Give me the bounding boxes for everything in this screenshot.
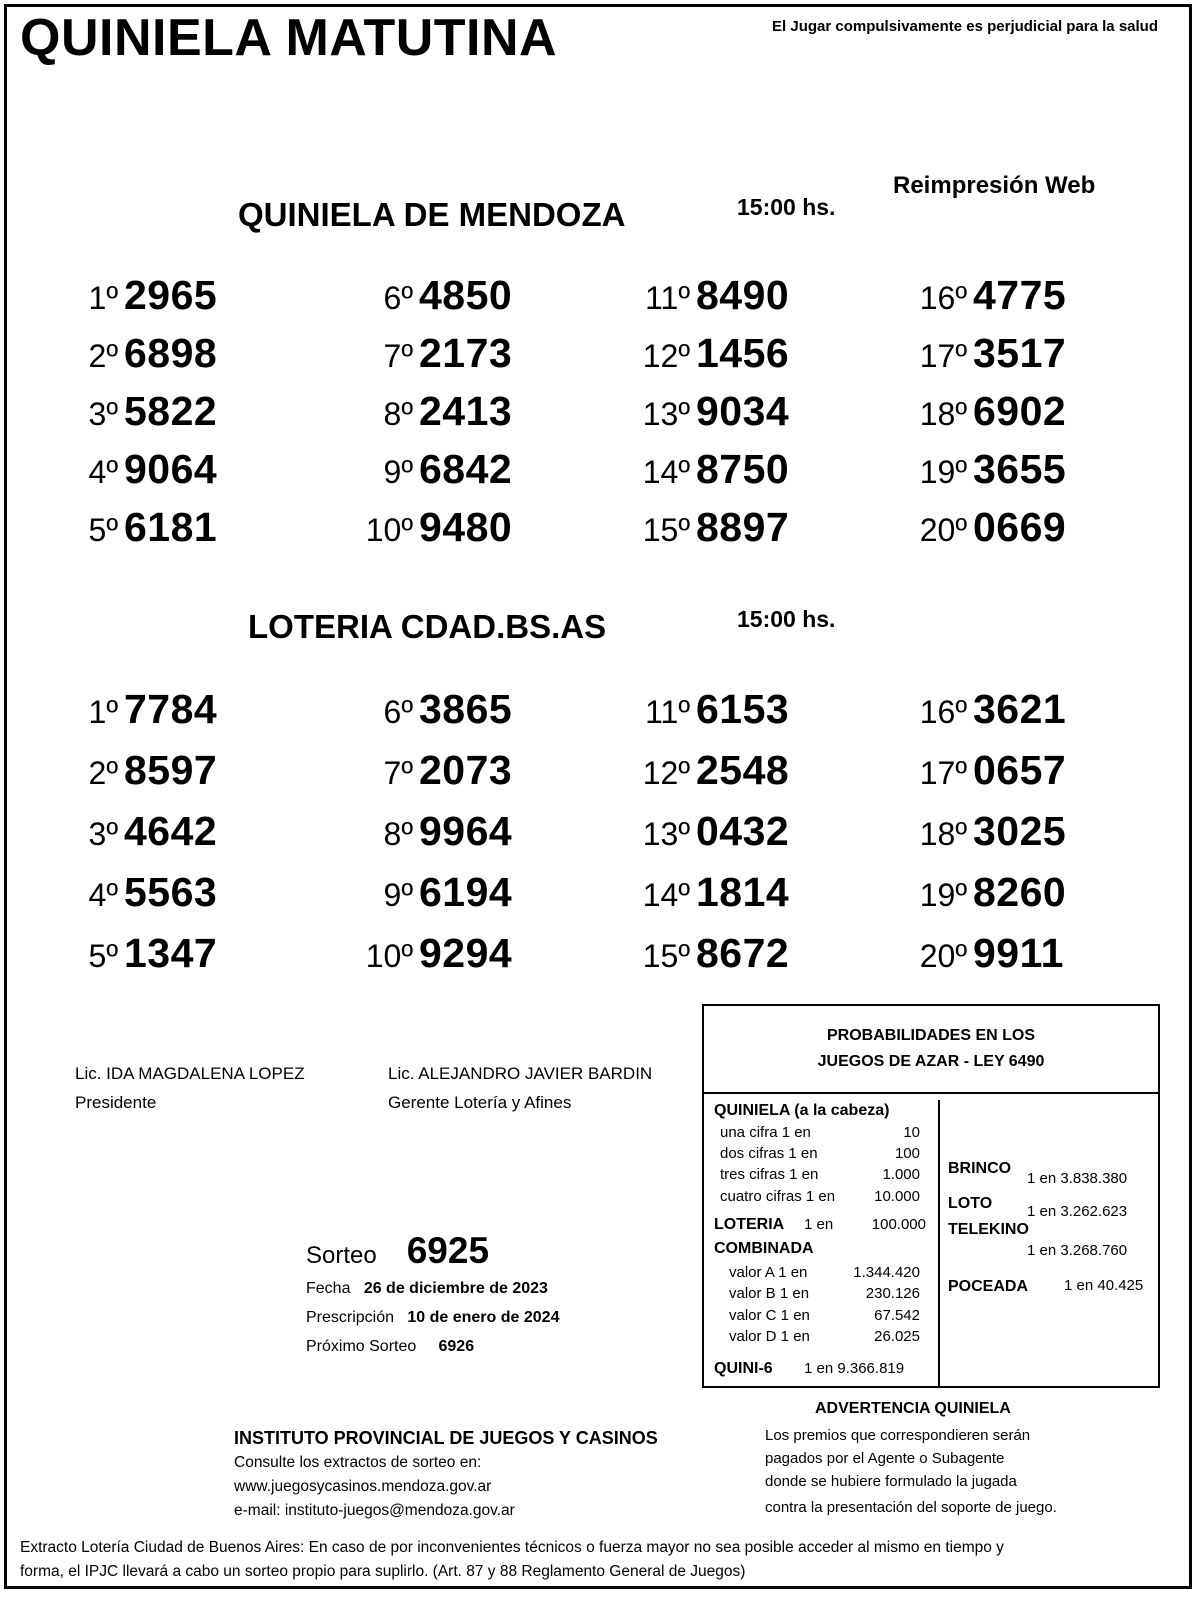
result-number: 8597 (124, 747, 218, 793)
odds-value: 1.000 (882, 1166, 920, 1183)
result-number: 8260 (973, 869, 1067, 915)
draw-label: Sorteo (306, 1242, 377, 1269)
result-position: 8º (383, 816, 413, 852)
result-position: 4º (88, 454, 118, 490)
result-number: 4850 (419, 272, 513, 318)
probabilities-title-line2: JUEGOS DE AZAR - LEY 6490 (817, 1053, 1045, 1070)
odds-value: 26.025 (874, 1328, 920, 1345)
result-entry (70, 930, 347, 991)
result-entry (70, 330, 347, 388)
signature-name: Lic. ALEJANDRO JAVIER BARDIN (388, 1064, 653, 1083)
result-number: 5822 (124, 388, 218, 434)
section-title-loteria: LOTERIA CDAD.BS.AS (248, 608, 607, 645)
result-entry (901, 504, 1178, 562)
combinada-odds-title: COMBINADA (714, 1240, 814, 1257)
result-entry (624, 747, 901, 808)
result-entry (624, 808, 901, 869)
result-position: 8º (383, 396, 413, 432)
section-time-mendoza: 15:00 hs. (737, 194, 836, 220)
result-position: 15º (642, 512, 690, 548)
result-number: 9064 (124, 446, 218, 492)
result-entry (347, 446, 624, 504)
result-entry (901, 808, 1178, 869)
result-position: 16º (919, 280, 967, 316)
result-number: 1456 (696, 330, 790, 376)
loteria-odds-text: 1 en (804, 1216, 834, 1233)
result-entry (901, 686, 1178, 747)
result-position: 17º (919, 755, 967, 791)
result-position: 19º (919, 877, 967, 913)
probabilities-title-line1: PROBABILIDADES EN LOS (826, 1027, 1035, 1044)
brinco-odds-value: 1 en 3.838.380 (1027, 1170, 1128, 1187)
draw-info (306, 1230, 559, 1361)
result-entry (70, 869, 347, 930)
result-entry (347, 930, 624, 991)
result-number: 6898 (124, 330, 218, 376)
result-number: 1814 (696, 869, 790, 915)
result-number: 2548 (696, 747, 790, 793)
result-position: 19º (919, 454, 967, 490)
result-position: 6º (383, 694, 413, 730)
result-position: 14º (642, 454, 690, 490)
next-draw-row (306, 1332, 559, 1361)
result-position: 18º (919, 396, 967, 432)
quiniela-odds-title: QUINIELA (a la cabeza) (714, 1102, 890, 1119)
loto-odds-value: 1 en 3.262.623 (1027, 1203, 1128, 1220)
institute-website: www.juegosycasinos.mendoza.gov.ar (234, 1478, 492, 1495)
results-column (347, 272, 624, 562)
result-number: 6902 (973, 388, 1067, 434)
advertencia-line: pagados por el Agente o Subagente (765, 1450, 1005, 1467)
probabilities-header (704, 1006, 1158, 1094)
probabilities-body (704, 1094, 1158, 1386)
document-title: QUINIELA MATUTINA (20, 9, 558, 67)
result-number: 8897 (696, 504, 790, 550)
result-position: 6º (383, 280, 413, 316)
odds-value: 67.542 (874, 1307, 920, 1324)
result-number: 8750 (696, 446, 790, 492)
footer-note (20, 1536, 1004, 1584)
probabilities-divider (938, 1100, 940, 1386)
result-entry (70, 686, 347, 747)
result-number: 3517 (973, 330, 1067, 376)
odds-value: 10.000 (874, 1188, 920, 1205)
result-number: 6842 (419, 446, 513, 492)
result-number: 9911 (973, 930, 1064, 976)
odds-value: 10 (903, 1124, 920, 1141)
section-title-mendoza: QUINIELA DE MENDOZA (238, 196, 626, 233)
result-number: 2965 (124, 272, 218, 318)
result-number: 3025 (973, 808, 1067, 854)
odds-label: tres cifras 1 en (720, 1166, 819, 1183)
result-entry (70, 446, 347, 504)
quini6-odds-label: QUINI-6 (714, 1360, 773, 1377)
probabilities-box (702, 1004, 1160, 1388)
result-entry (70, 808, 347, 869)
results-column (624, 686, 901, 991)
result-position: 9º (383, 877, 413, 913)
institute-email: e-mail: instituto-juegos@mendoza.gov.ar (234, 1502, 515, 1519)
odds-label: dos cifras 1 en (720, 1145, 818, 1162)
signature-role: Gerente Lotería y Afines (388, 1093, 572, 1112)
result-number: 5563 (124, 869, 218, 915)
result-position: 3º (88, 816, 118, 852)
result-entry (347, 388, 624, 446)
results-column (70, 272, 347, 562)
institute-line: Consulte los extractos de sorteo en: (234, 1454, 482, 1471)
result-number: 4642 (124, 808, 218, 854)
result-entry (901, 930, 1178, 991)
result-position: 13º (642, 816, 690, 852)
result-position: 18º (919, 816, 967, 852)
result-number: 9294 (419, 930, 513, 976)
result-entry (901, 330, 1178, 388)
result-number: 6194 (419, 869, 513, 915)
results-grid-loteria (70, 686, 1178, 991)
result-number: 2413 (419, 388, 513, 434)
advertencia-line: donde se hubiere formulado la jugada (765, 1473, 1017, 1490)
result-entry (347, 747, 624, 808)
result-entry (901, 869, 1178, 930)
institute-info (234, 1451, 515, 1523)
footer-line: Extracto Lotería Ciudad de Buenos Aires: En caso de por inconvenientes técnicos o fuerza mayor no sea posible acceder al mismo en tiempo y (20, 1539, 1004, 1556)
result-position: 1º (88, 280, 118, 316)
telekino-odds-value: 1 en 3.268.760 (1027, 1242, 1128, 1259)
quini6-odds-value: 1 en 9.366.819 (804, 1360, 905, 1377)
result-entry (347, 808, 624, 869)
poceada-odds-value: 1 en 40.425 (1064, 1277, 1144, 1294)
brinco-odds-label: BRINCO (948, 1160, 1012, 1177)
result-number: 0657 (973, 747, 1067, 793)
result-position: 4º (88, 877, 118, 913)
advertencia-title: ADVERTENCIA QUINIELA (815, 1400, 1011, 1417)
result-position: 13º (642, 396, 690, 432)
telekino-odds-label: TELEKINO (948, 1221, 1029, 1238)
draw-number-row (306, 1230, 559, 1274)
date-label: Fecha (306, 1280, 351, 1297)
result-position: 16º (919, 694, 967, 730)
signature-president (75, 1059, 305, 1117)
result-position: 1º (88, 694, 118, 730)
result-position: 11º (645, 694, 690, 730)
institute-title: INSTITUTO PROVINCIAL DE JUEGOS Y CASINOS (234, 1428, 658, 1448)
result-entry (901, 272, 1178, 330)
result-entry (624, 446, 901, 504)
loto-odds-label: LOTO (948, 1195, 993, 1212)
result-number: 9034 (696, 388, 790, 434)
result-entry (70, 504, 347, 562)
expiry-value: 10 de enero de 2024 (407, 1309, 560, 1326)
result-entry (347, 869, 624, 930)
section-time-loteria: 15:00 hs. (737, 606, 836, 632)
footer-line: forma, el IPJC llevará a cabo un sorteo propio para suplirlo. (Art. 87 y 88 Reglamento General de Juegos) (20, 1563, 746, 1580)
result-position: 7º (383, 338, 413, 374)
result-number: 8490 (696, 272, 790, 318)
result-entry (901, 446, 1178, 504)
result-position: 2º (88, 338, 118, 374)
result-number: 2073 (419, 747, 513, 793)
odds-value: 100 (894, 1145, 920, 1162)
result-position: 17º (919, 338, 967, 374)
odds-label: valor A 1 en (729, 1264, 808, 1281)
result-entry (624, 686, 901, 747)
result-number: 4775 (973, 272, 1067, 318)
date-value: 26 de diciembre de 2023 (363, 1280, 548, 1297)
advertencia-line: Los premios que correspondieren serán (765, 1427, 1031, 1444)
result-number: 8672 (696, 930, 790, 976)
result-position: 10º (365, 512, 413, 548)
result-entry (70, 388, 347, 446)
results-column (901, 272, 1178, 562)
result-entry (347, 504, 624, 562)
result-entry (347, 272, 624, 330)
result-entry (901, 388, 1178, 446)
result-entry (624, 330, 901, 388)
result-number: 7784 (124, 686, 218, 732)
odds-label: una cifra 1 en (720, 1124, 811, 1141)
result-entry (70, 747, 347, 808)
next-draw-value: 6926 (438, 1338, 475, 1355)
signature-manager (388, 1059, 652, 1117)
result-entry (347, 686, 624, 747)
result-entry (70, 272, 347, 330)
loteria-odds-label: LOTERIA (714, 1216, 785, 1233)
result-position: 12º (642, 338, 690, 374)
results-column (347, 686, 624, 991)
result-number: 3621 (973, 686, 1067, 732)
odds-label: valor D 1 en (729, 1328, 810, 1345)
result-position: 20º (919, 512, 967, 548)
result-position: 5º (88, 938, 118, 974)
result-position: 15º (642, 938, 690, 974)
result-number: 0432 (696, 808, 790, 854)
result-entry (347, 330, 624, 388)
result-position: 10º (365, 938, 413, 974)
result-number: 6181 (124, 504, 218, 550)
odds-value: 230.126 (865, 1285, 920, 1302)
advertencia-line: contra la presentación del soporte de juego. (765, 1499, 1057, 1516)
result-position: 2º (88, 755, 118, 791)
result-number: 3655 (973, 446, 1067, 492)
result-entry (624, 504, 901, 562)
result-entry (624, 388, 901, 446)
loteria-odds-value: 100.000 (871, 1216, 926, 1233)
result-number: 3865 (419, 686, 513, 732)
results-column (70, 686, 347, 991)
result-position: 7º (383, 755, 413, 791)
health-warning: El Jugar compulsivamente es perjudicial para la salud (772, 18, 1158, 35)
draw-number: 6925 (406, 1230, 490, 1271)
results-grid-mendoza (70, 272, 1178, 562)
signature-role: Presidente (75, 1093, 157, 1112)
result-entry (624, 272, 901, 330)
poceada-odds-label: POCEADA (948, 1278, 1029, 1295)
advertencia-text (765, 1424, 1057, 1519)
result-position: 14º (642, 877, 690, 913)
result-entry (901, 747, 1178, 808)
result-entry (624, 869, 901, 930)
result-position: 5º (88, 512, 118, 548)
result-number: 6153 (696, 686, 790, 732)
odds-value: 1.344.420 (853, 1264, 920, 1281)
result-position: 9º (383, 454, 413, 490)
result-number: 9480 (419, 504, 513, 550)
result-position: 3º (88, 396, 118, 432)
odds-label: cuatro cifras 1 en (720, 1188, 836, 1205)
next-draw-label: Próximo Sorteo (306, 1338, 417, 1355)
result-position: 11º (645, 280, 690, 316)
result-position: 12º (642, 755, 690, 791)
odds-label: valor B 1 en (729, 1285, 810, 1302)
draw-date-row (306, 1274, 559, 1303)
result-number: 9964 (419, 808, 513, 854)
results-column (624, 272, 901, 562)
signature-name: Lic. IDA MAGDALENA LOPEZ (75, 1064, 305, 1083)
results-column (901, 686, 1178, 991)
result-entry (624, 930, 901, 991)
result-number: 0669 (973, 504, 1067, 550)
odds-label: valor C 1 en (729, 1307, 810, 1324)
result-number: 2173 (419, 330, 513, 376)
result-position: 20º (919, 938, 967, 974)
result-number: 1347 (124, 930, 218, 976)
expiry-label: Prescripción (306, 1309, 395, 1326)
reprint-label: Reimpresión Web (893, 172, 1096, 199)
draw-expiry-row (306, 1303, 559, 1332)
